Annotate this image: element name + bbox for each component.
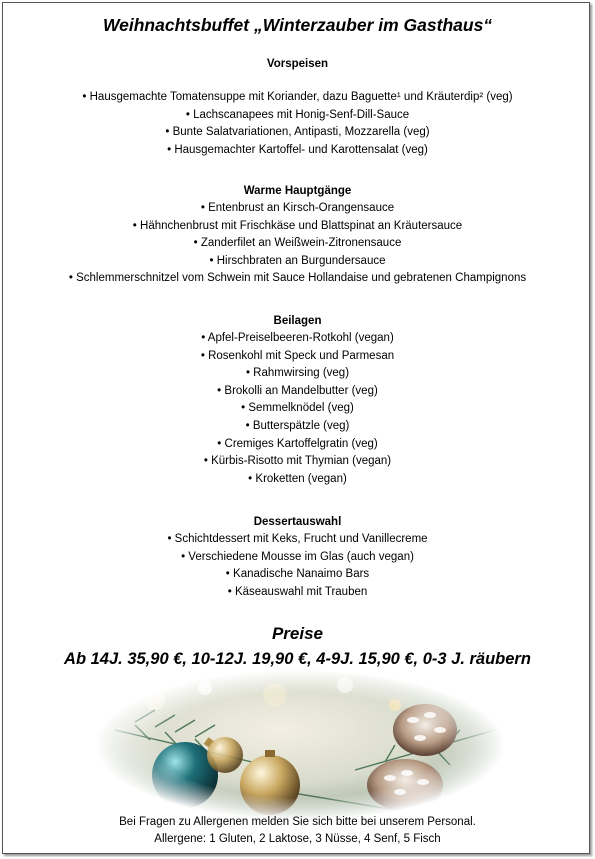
section-heading: Warme Hauptgänge — [243, 185, 352, 197]
list-item: • Kroketten (vegan) — [248, 472, 347, 485]
list-item: • Cremiges Kartoffelgratin (veg) — [217, 437, 378, 450]
list-item: • Verschiedene Mousse im Glas (auch vegan) — [181, 550, 414, 563]
allergen-list: Allergene: 1 Gluten, 2 Laktose, 3 Nüsse, 4 Senf, 5 Fisch — [154, 833, 441, 845]
list-item: • Semmelknödel (veg) — [241, 402, 354, 415]
prices-text: Ab 14J. 35,90 €, 10-12J. 19,90 €, 4-9J. 15,90 €, 0-3 J. räubern — [64, 650, 531, 668]
list-item: • Schichtdessert mit Keks, Frucht und Vanillecreme — [167, 533, 428, 545]
menu-title: Weihnachtsbuffet „Winterzauber im Gasthaus“ — [102, 15, 493, 35]
dish-list — [0, 531, 595, 601]
list-item: • Schlemmerschnitzel vom Schwein mit Sauce Hollandaise und gebratenen Champignons — [68, 272, 527, 285]
section-hauptgaenge — [0, 182, 595, 288]
list-item: • Rahmwirsing (veg) — [245, 367, 350, 380]
list-item: • Butterspätzle (veg) — [245, 419, 350, 432]
list-item: • Zanderfilet an Weißwein-Zitronensauce — [193, 237, 402, 250]
list-item: • Apfel-Preiselbeeren-Rotkohl (vegan) — [201, 332, 394, 344]
list-item: • Bunte Salatvariationen, Antipasti, Mozzarella (veg) — [165, 126, 430, 139]
list-item: • Hähnchenbrust mit Frischkäse und Blattspinat an Kräutersauce — [132, 219, 463, 232]
dish-list — [0, 89, 595, 159]
section-heading: Vorspeisen — [266, 58, 329, 70]
list-item: • Lachscanapees mit Honig-Senf-Dill-Sauce — [185, 108, 410, 121]
christmas-ornaments-image — [95, 670, 505, 820]
list-item: • Käseauswahl mit Trauben — [227, 585, 368, 598]
section-vorspeisen — [0, 55, 595, 159]
list-item: • Entenbrust an Kirsch-Orangensauce — [200, 202, 395, 214]
allergen-notice: Bei Fragen zu Allergenen melden Sie sich bitte bei unserem Personal. — [119, 816, 476, 828]
list-item: • Rosenkohl mit Speck und Parmesan — [200, 349, 395, 362]
list-item: • Hausgemachter Kartoffel- und Karottensalat (veg) — [167, 143, 428, 156]
section-heading: Dessertauswahl — [253, 516, 342, 528]
dish-list — [0, 330, 595, 488]
section-dessert — [0, 513, 595, 601]
prices-heading: Preise — [271, 624, 324, 643]
list-item: • Hausgemachte Tomatensuppe mit Koriander, dazu Baguette¹ und Kräuterdip² (veg) — [82, 91, 513, 103]
list-item: • Hirschbraten an Burgundersauce — [209, 254, 386, 267]
dish-list — [0, 200, 595, 288]
list-item: • Kanadische Nanaimo Bars — [225, 568, 370, 581]
section-beilagen — [0, 312, 595, 488]
list-item: • Kürbis-Risotto mit Thymian (vegan) — [203, 455, 392, 468]
list-item: • Brokolli an Mandelbutter (veg) — [217, 384, 378, 397]
section-heading: Beilagen — [273, 315, 322, 327]
